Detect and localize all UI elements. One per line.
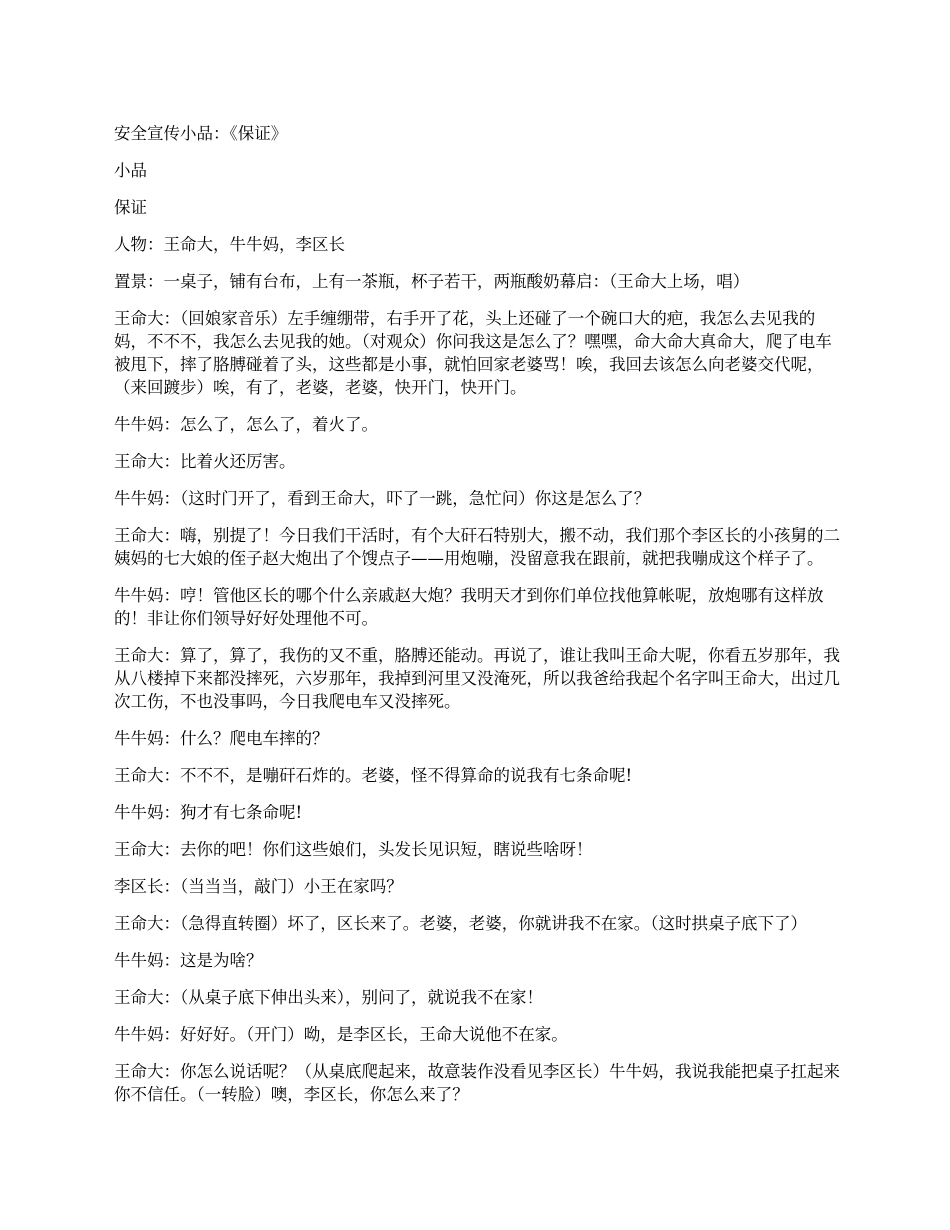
genre-line: 小品 <box>114 161 147 180</box>
dialogue-line: 牛牛妈：哼！管他区长的哪个什么亲戚赵大炮？我明天才到你们单位找他算帐呢，放炮哪有这样放的！非让你们领导好好处理他不可。 <box>114 586 824 628</box>
dialogue-line: 王命大：你怎么说话呢？（从桌底爬起来，故意装作没看见李区长）牛牛妈，我说我能把桌子扛起来你不信任。（一转脸）噢，李区长，你怎么来了？ <box>114 1062 840 1104</box>
dialogue-line: 王命大：（回娘家音乐）左手缠绷带，右手开了花，头上还碰了一个碗口大的疤，我怎么去见我的妈，不不不，我怎么去见我的她。（对观众）你问我这是怎么了？嘿嘿，命大命大真命大，爬了电车被甩下，摔了胳膊碰着了头，这些都是小事，就怕回家老婆骂！唉，我回去该怎么向老婆交代呢，（来回踱步）唉，有了，老婆，老婆，快开门，快开门。 <box>114 309 832 397</box>
dialogue-line: 牛牛妈：好好好。（开门）呦，是李区长，王命大说他不在家。 <box>114 1025 568 1044</box>
document-page <box>114 122 840 1120</box>
document-title: 安全宣传小品：《保证》 <box>114 124 288 143</box>
dialogue-line: 王命大：（急得直转圈）坏了，区长来了。老婆，老婆，你就讲我不在家。（这时拱桌子底下了） <box>114 914 807 933</box>
dialogue-line: 王命大：（从桌子底下伸出头来），别问了，就说我不在家！ <box>114 988 543 1007</box>
dialogue-line: 王命大：嗨，别提了！今日我们干活时，有个大矸石特别大，搬不动，我们那个李区长的小孩舅的二姨妈的七大娘的侄子赵大炮出了个馊点子——用炮嘣，没留意我在跟前，就把我嘣成这个样子了。 <box>114 526 840 568</box>
dialogue-line: 王命大：算了，算了，我伤的又不重，胳膊还能动。再说了，谁让我叫王命大呢，你看五岁那年，我从八楼掉下来都没摔死，六岁那年，我掉到河里又没淹死，所以我爸给我起个名字叫王命大，出过几次工伤，不也没事吗，今日我爬电车又没摔死。 <box>114 646 840 711</box>
characters-line: 人物：王命大，牛牛妈，李区长 <box>114 235 345 254</box>
dialogue-line: 李区长：（当当当，敲门）小王在家吗？ <box>114 877 403 896</box>
dialogue-line: 牛牛妈：这是为啥？ <box>114 951 263 970</box>
play-title: 保证 <box>114 198 147 217</box>
dialogue-line: 王命大：去你的吧！你们这些娘们，头发长见识短，瞎说些啥呀！ <box>114 840 593 859</box>
dialogue-line: 王命大：不不不，是嘣矸石炸的。老婆，怪不得算命的说我有七条命呢! <box>114 766 633 785</box>
setting-line: 置景：一桌子，铺有台布，上有一茶瓶，杯子若干，两瓶酸奶幕启：（王命大上场，唱） <box>114 272 750 291</box>
dialogue-line: 牛牛妈：狗才有七条命呢! <box>114 803 303 822</box>
dialogue-line: 牛牛妈：（这时门开了，看到王命大，吓了一跳，急忙问）你这是怎么了？ <box>114 489 651 508</box>
dialogue-line: 牛牛妈：怎么了，怎么了，着火了。 <box>114 415 378 434</box>
dialogue-line: 王命大：比着火还厉害。 <box>114 452 296 471</box>
dialogue-line: 牛牛妈：什么？爬电车摔的？ <box>114 729 329 748</box>
